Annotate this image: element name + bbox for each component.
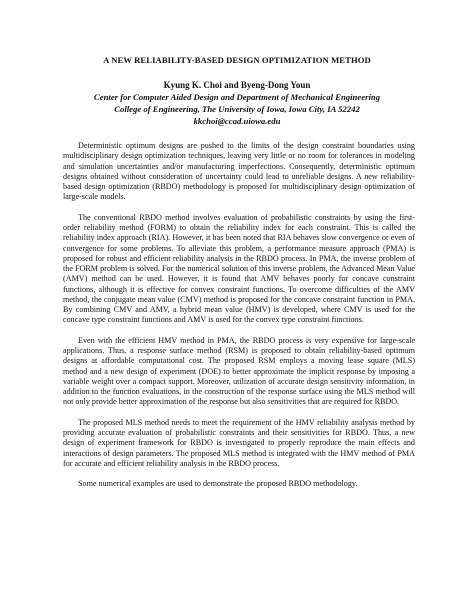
affiliation-line-1: Center for Computer Aided Design and Department of Mechanical Engineering [93,92,381,102]
affiliation-line-2: College of Engineering, The University of Iowa, Iowa City, IA 52242 [114,104,360,114]
abstract-paragraph-5: Some numerical examples are used to demonstrate the proposed RBDO methodology. [78,479,358,489]
abstract-paragraph-2: The conventional RBDO method involves evaluation of probabilistic constraints by using the first-order reliability method (FORM) to obtain the reliability index for each constraint. This is called the reliability index approach (RIA). However, it has been noted that RIA behaves slow convergence or even of convergence for some problems. To alleviate this problem, a performance measure approach (PMA) is proposed for robust and efficient reliability analysis in the RBDO process. In PMA, the inverse problem of the FORM problem is solved. For the numerical solution of this inverse problem, the Advanced Mean Value (AMV) method can be used. However, it is found that AMV behaves poorly for concave constraint functions, although it is effective for convex constraint functions. To overcome difficulties of the AMV method, the conjugate mean value (CMV) method is proposed for the concave constraint function in PMA. By combining CMV and AMV, a hybrid mean value (HMV) is developed, where CMV is used for the concave type constraint functions and AMV is used for the convex type constraint functions. [63,212,415,325]
paper-authors: Kyung K. Choi and Byeng-Dong Youn [163,80,311,90]
author-email: kkchoi@ccad.uiowa.edu [193,116,281,126]
paper-title: A NEW RELIABILITY-BASED DESIGN OPTIMIZATION METHOD [103,55,371,65]
abstract-paragraph-4: The proposed MLS method needs to meet the requirement of the HMV reliability analysis method by providing accurate evaluation of probabilistic constraints and their sensitivities for RBDO. Thus, a new design of experiment framework for RBDO is investigated to properly reproduce the main effects and interactions of design parameters. The proposed MLS method is integrated with the HMV method of PMA for accurate and efficient reliability analysis in the RBDO process. [63,417,415,468]
abstract-paragraph-3: Even with the efficient HMV method in PMA, the RBDO process is very expensive for large-scale applications. Thus, a response surface method (RSM) is proposed to obtain reliability-based optimum designs at affordable computational cost. The proposed RSM employs a moving lease square (MLS) method and a new design of experiment (DOE) to better approximate the implicit response by imposing a variable weight over a compact support. Moreover, utilization of accurate design sensitivity information, in addition to the function evaluations, in the construction of the response surface using the MLS method will not only provide better approximation of the response but also sensitivities that are required for RBDO. [63,335,415,407]
abstract-paragraph-1: Deterministic optimum designs are pushed to the limits of the design constraint boundaries using multidisciplinary design optimization techniques, leaving very little or no room for tolerances in modeling and simulation uncertainties and/or manufacturing imperfections. Consequently, deterministic optimum designs obtained without consideration of uncertainty could lead to unreliable designs. A new reliability-based design optimization (RBDO) methodology is proposed for multidisciplinary design optimization of large-scale models. [63,141,415,202]
abstract-body [63,141,415,490]
